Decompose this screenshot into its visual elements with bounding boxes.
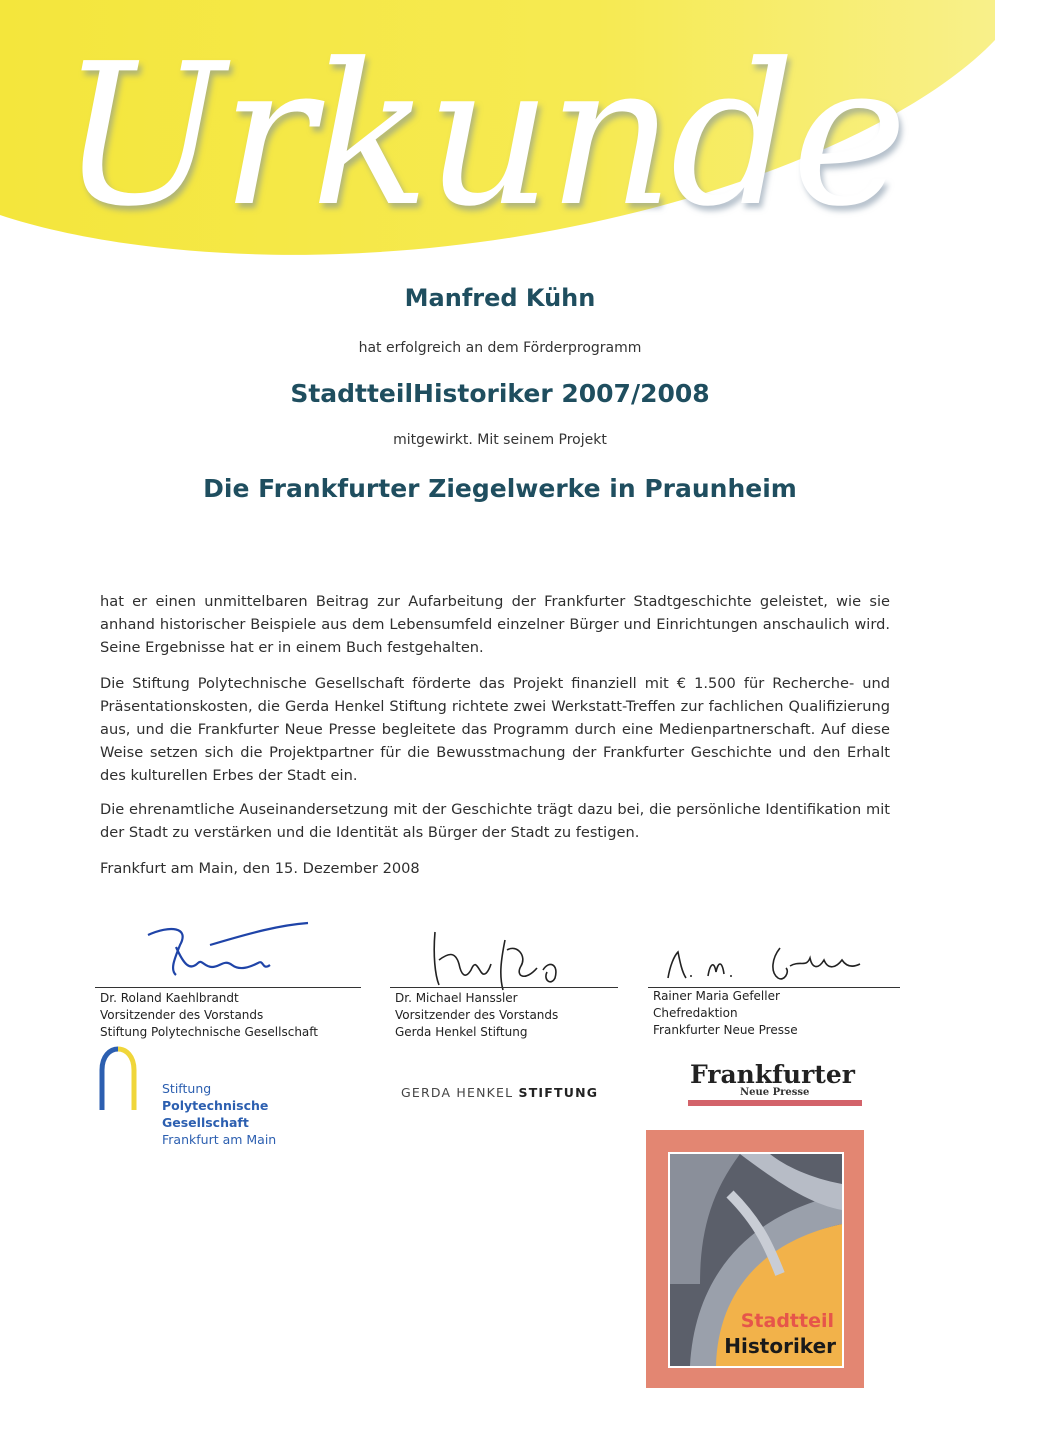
spg-arch-logo [98,1046,138,1112]
poster-label-historiker: Historiker [724,1334,836,1358]
poster-image [668,1152,844,1368]
signatory-1-name: Dr. Roland Kaehlbrandt [100,991,239,1005]
certificate-title: Urkunde [60,22,904,250]
spg-line-2: Polytechnische [162,1098,269,1113]
signatory-2-block [395,990,558,1041]
signature-gefeller [660,938,880,988]
signatory-3-block [653,988,798,1039]
poster-label-stadtteil: Stadtteil [740,1310,834,1332]
stadtteilhistoriker-poster [646,1130,864,1388]
spg-line-4: Frankfurt am Main [162,1132,277,1147]
body-paragraph-3: Die ehrenamtliche Auseinandersetzung mit der Geschichte trägt dazu bei, die persönliche Identifikation mit der Stadt zu verstärken und die Identität als Bürger der Stadt zu festigen. [100,801,890,841]
project-title: Die Frankfurter Ziegelwerke in Praunheim [203,474,797,503]
fnp-logo-subtitle: Neue Presse [740,1087,810,1098]
signatory-1-role: Vorsitzender des Vorstands [100,1008,264,1022]
signatory-1-block [100,990,318,1041]
issue-date: Frankfurt am Main, den 15. Dezember 2008 [100,860,420,877]
signatory-1-org: Stiftung Polytechnische Gesellschaft [100,1025,318,1039]
signatory-3-name: Rainer Maria Gefeller [653,989,780,1003]
ghs-light: GERDA HENKEL [401,1085,514,1100]
spg-logo-text [162,1080,276,1148]
signatory-3-role: Chefredaktion [653,1006,738,1020]
fnp-logo-title: Frankfurter [690,1060,855,1089]
signature-line-1 [95,987,361,988]
signature-line-2 [390,987,618,988]
spg-line-1: Stiftung [162,1081,212,1096]
body-paragraph-1: hat er einen unmittelbaren Beitrag zur Aufarbeitung der Frankfurter Stadtgeschichte geleistet, wie sie anhand historischer Beispiele aus dem Lebensumfeld einzelner Bürger und Einrichtungen anschaulich wird. Seine Ergebnisse hat er in einem Buch festgehalten. [100,593,890,656]
ghs-bold: STIFTUNG [518,1085,599,1100]
intro-line-1: hat erfolgreich an dem Förderprogramm [358,340,642,356]
intro-line-2: mitgewirkt. Mit seinem Projekt [393,432,607,448]
body-paragraph-2: Die Stiftung Polytechnische Gesellschaft förderte das Projekt finanziell mit € 1.500 für Recherche- und Präsentationskosten, die Gerda Henkel Stiftung richtete zwei Werkstatt-Treffen zur fachlichen Qualifizierung aus, und die Frankfurter Neue Presse begleitete das Programm durch eine Medienpartnerschaft. Auf diese Weise setzen sich die Projektpartner für die Bewusstmachung der Frankfurter Geschichte und den Erhalt des kulturellen Erbes der Stadt ein. [100,675,890,784]
program-title: StadtteilHistoriker 2007/2008 [290,379,710,408]
signatory-2-name: Dr. Michael Hanssler [395,991,518,1005]
recipient-name: Manfred Kühn [404,284,596,312]
signatory-2-org: Gerda Henkel Stiftung [395,1025,528,1039]
spg-line-3: Gesellschaft [162,1115,249,1130]
gerda-henkel-logo [401,1085,598,1100]
signature-kaehlbrandt [140,915,320,985]
signatory-2-role: Vorsitzender des Vorstands [395,1008,559,1022]
fnp-logo-bar [688,1100,862,1106]
signatory-3-org: Frankfurter Neue Presse [653,1023,798,1037]
signature-hanssler [425,920,585,995]
